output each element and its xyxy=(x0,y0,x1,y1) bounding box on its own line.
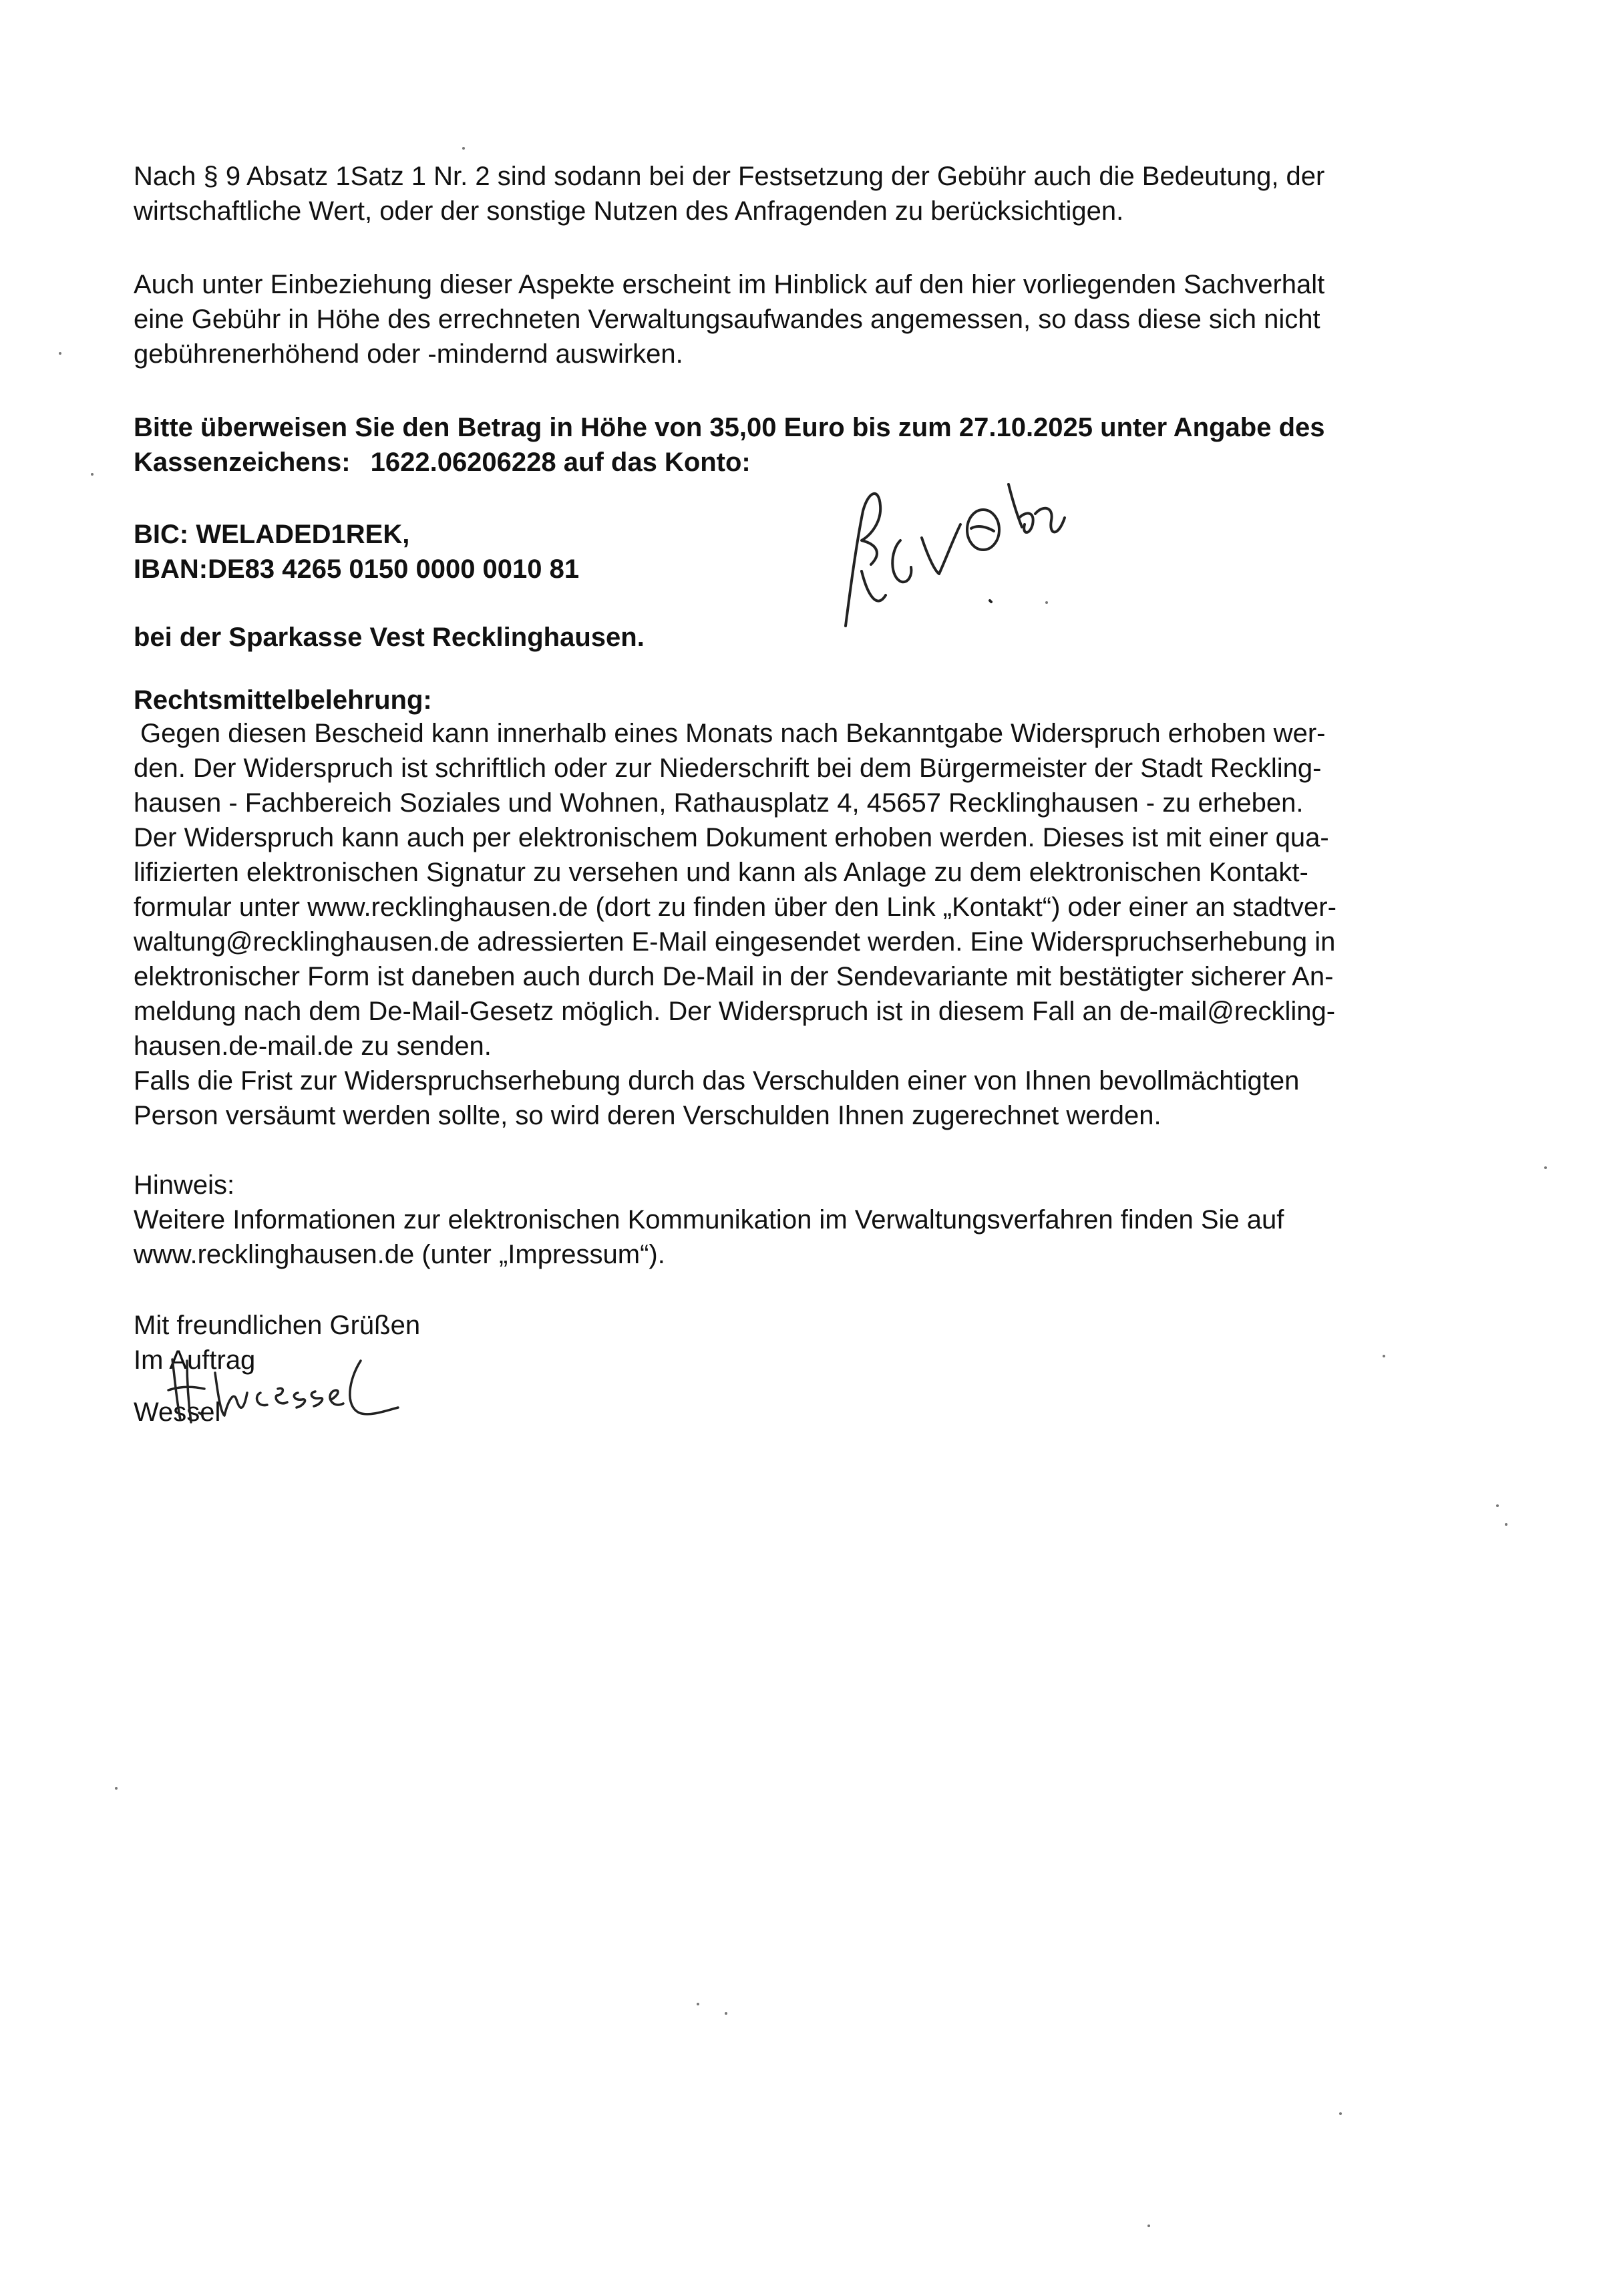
text-line: den. Der Widerspruch ist schriftlich oder zur Niederschrift bei dem Bürgermeister der Stadt Reckling- xyxy=(134,754,1322,783)
payment-reference-line xyxy=(134,445,1503,480)
bic-code: BIC: WELADED1REK, xyxy=(134,520,410,549)
text-line: Der Widerspruch kann auch per elektronischem Dokument erhoben werden. Dieses ist mit einer qua- xyxy=(134,823,1329,852)
hint-section xyxy=(134,1168,1503,1272)
hint-label: Hinweis: xyxy=(134,1170,235,1200)
scan-speck xyxy=(115,1787,118,1790)
fee-assessment-paragraph xyxy=(134,267,1503,371)
scan-speck xyxy=(1045,601,1048,604)
handwritten-signature-closing xyxy=(160,1353,401,1433)
handwritten-signature-stamp xyxy=(822,471,1089,638)
scan-speck xyxy=(1505,1523,1507,1526)
bank-name xyxy=(134,620,1503,655)
scan-speck xyxy=(462,147,465,150)
closing-name: Wessel xyxy=(134,1398,221,1427)
payment-instruction xyxy=(134,410,1503,480)
scan-speck xyxy=(725,2012,727,2015)
scan-speck xyxy=(91,473,94,476)
text-line: meldung nach dem De-Mail-Gesetz möglich. Der Widerspruch ist in diesem Fall an de-mail@reckling- xyxy=(134,997,1336,1026)
closing-greeting: Mit freundlichen Grüßen xyxy=(134,1311,421,1340)
payment-reference-value: 1622.06206228 auf das Konto: xyxy=(370,448,751,477)
scan-speck xyxy=(1383,1355,1385,1357)
bank-details xyxy=(134,517,1503,587)
scan-speck xyxy=(1339,2112,1342,2115)
text-line: Falls die Frist zur Widerspruchserhebung durch das Verschulden einer von Ihnen bevollmächtigten xyxy=(134,1066,1300,1096)
scan-speck xyxy=(59,352,61,355)
legal-remedy-heading xyxy=(134,683,1503,717)
text-line: wirtschaftliche Wert, oder der sonstige Nutzen des Anfragenden zu berücksichtigen. xyxy=(134,196,1124,226)
legal-remedy-text xyxy=(134,716,1503,1133)
text-line: Nach § 9 Absatz 1Satz 1 Nr. 2 sind sodann bei der Festsetzung der Gebühr auch die Bedeutung, der xyxy=(134,162,1325,191)
legal-remedy-heading-text: Rechtsmittelbelehrung: xyxy=(134,685,432,715)
text-line: waltung@recklinghausen.de adressierten E-Mail eingesendet werden. Eine Widerspruchserhebung in xyxy=(134,927,1336,957)
text-line: elektronischer Form ist daneben auch durch De-Mail in der Sendevariante mit bestätigter sicherer An- xyxy=(134,962,1334,991)
scan-speck xyxy=(1147,2225,1150,2227)
payment-instruction-line: Bitte überweisen Sie den Betrag in Höhe von 35,00 Euro bis zum 27.10.2025 unter Angabe des xyxy=(134,413,1325,442)
text-line: Gegen diesen Bescheid kann innerhalb eines Monats nach Bekanntgabe Widerspruch erhoben wer- xyxy=(140,719,1326,748)
text-line: formular unter www.recklinghausen.de (dort zu finden über den Link „Kontakt“) oder einer an stadtver- xyxy=(134,892,1336,922)
text-line: hausen.de-mail.de zu senden. xyxy=(134,1031,492,1061)
scan-speck xyxy=(1496,1504,1499,1507)
text-line: www.recklinghausen.de (unter „Impressum“). xyxy=(134,1240,665,1269)
text-line: hausen - Fachbereich Soziales und Wohnen, Rathausplatz 4, 45657 Recklinghausen - zu erheben. xyxy=(134,788,1304,818)
scan-speck xyxy=(1544,1166,1547,1169)
fee-basis-paragraph xyxy=(134,159,1503,228)
closing-on-behalf: Im Auftrag xyxy=(134,1345,256,1375)
iban-number: IBAN:DE83 4265 0150 0000 0010 81 xyxy=(134,554,580,584)
text-line: gebührenerhöhend oder -mindernd auswirken. xyxy=(134,339,683,369)
text-line: lifizierten elektronischen Signatur zu versehen und kann als Anlage zu dem elektronischen Kontakt- xyxy=(134,858,1308,887)
text-line: Weitere Informationen zur elektronischen Kommunikation im Verwaltungsverfahren finden Sie auf xyxy=(134,1205,1284,1235)
payment-reference-label: Kassenzeichens: xyxy=(134,448,351,477)
text-line: Person versäumt werden sollte, so wird deren Verschulden Ihnen zugerechnet werden. xyxy=(134,1101,1161,1130)
text-line: eine Gebühr in Höhe des errechneten Verwaltungsaufwandes angemessen, so dass diese sich nicht xyxy=(134,305,1320,334)
text-line: Auch unter Einbeziehung dieser Aspekte erscheint im Hinblick auf den hier vorliegenden Sachverhalt xyxy=(134,270,1325,299)
scan-speck xyxy=(697,2003,699,2005)
bank-name-text: bei der Sparkasse Vest Recklinghausen. xyxy=(134,623,645,652)
